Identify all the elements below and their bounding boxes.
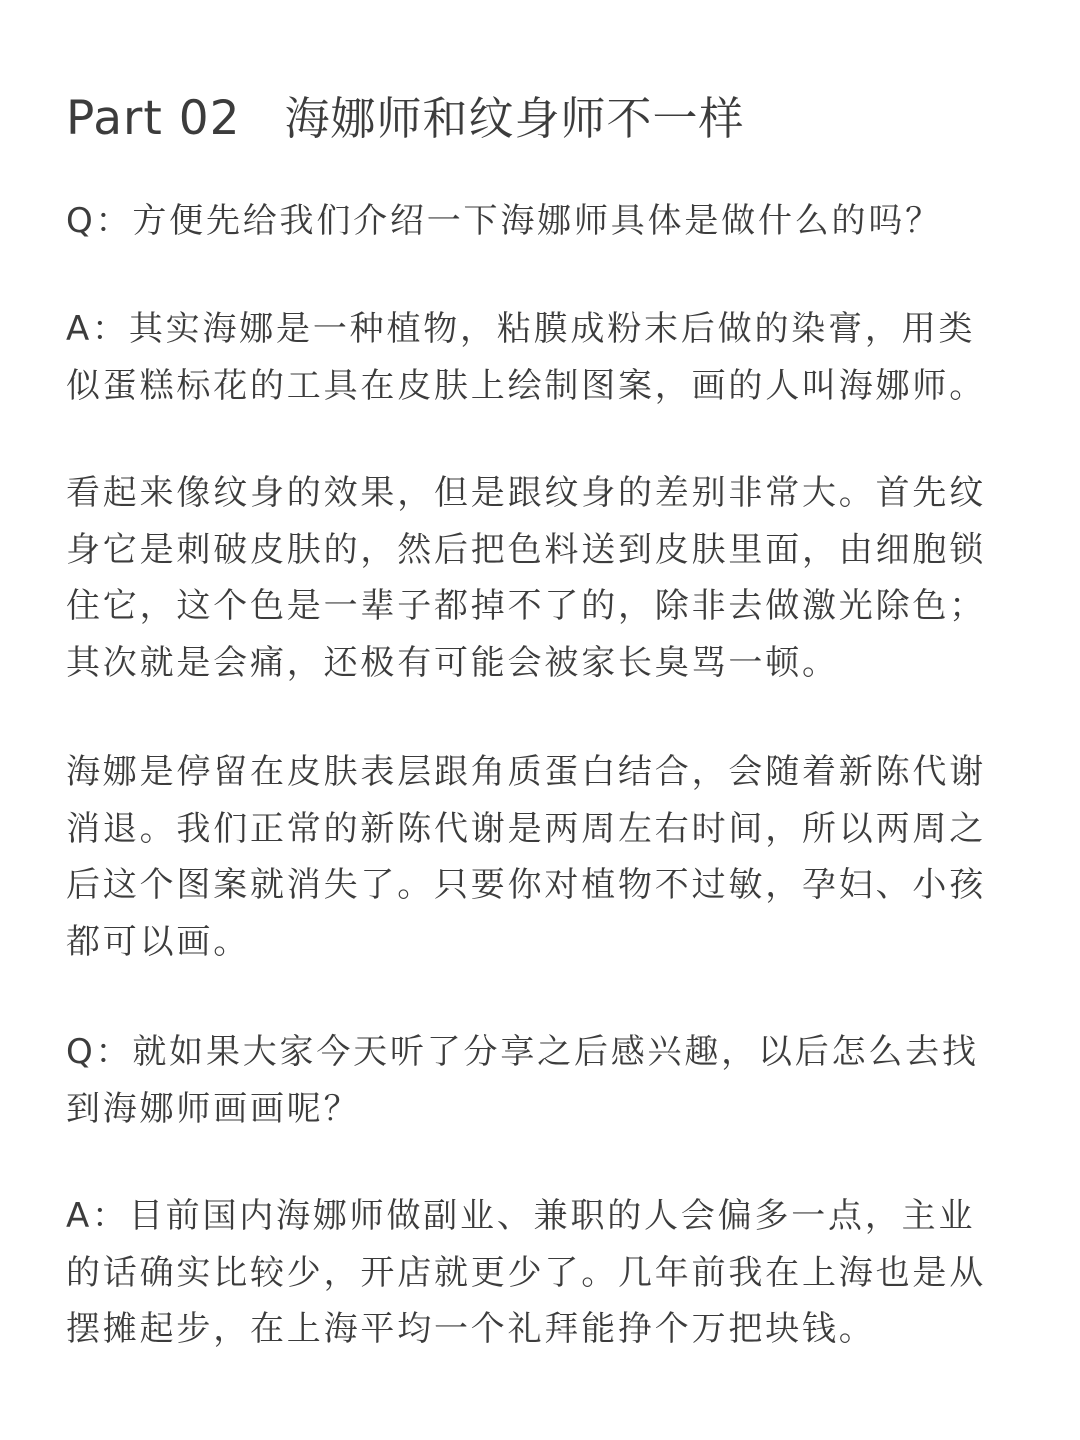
text-line: 身它是刺破皮肤的，然后把色料送到皮肤里面，由细胞锁 [66, 529, 986, 570]
section-number: Part 02 [66, 91, 241, 146]
answer-paragraph [66, 301, 1020, 414]
text-line: 摆摊起步，在上海平均一个礼拜能挣个万把块钱。 [66, 1309, 876, 1349]
text-line: Q：就如果大家今天听了分享之后感兴趣，以后怎么去找 [66, 1032, 979, 1072]
text-line: 到海娜师画画呢？ [66, 1088, 361, 1129]
text-line: A：目前国内海娜师做副业、兼职的人会偏多一点，主业 [66, 1196, 976, 1236]
text-line: 其次就是会痛，还极有可能会被家长臭骂一顿。 [66, 642, 839, 683]
question-paragraph [66, 1024, 1020, 1137]
answer-paragraph [66, 1188, 1020, 1358]
text-line: 消退。我们正常的新陈代谢是两周左右时间，所以两周之 [66, 808, 986, 849]
text-line: Q：方便先给我们介绍一下海娜师具体是做什么的吗？ [66, 201, 942, 241]
text-line: 都可以画。 [66, 921, 250, 962]
text-line: 住它，这个色是一辈子都掉不了的，除非去做激光除色； [66, 586, 986, 626]
section-heading: 海娜师和纹身师不一样 [284, 92, 745, 145]
text-line: 看起来像纹身的效果，但是跟纹身的差别非常大。首先纹 [66, 473, 986, 513]
text-line: 海娜是停留在皮肤表层跟角质蛋白结合，会随着新陈代谢 [66, 752, 986, 792]
body-paragraph [66, 465, 1020, 691]
section-title [66, 82, 745, 147]
question-paragraph [66, 193, 1020, 250]
text-line: 似蛋糕标花的工具在皮肤上绘制图案，画的人叫海娜师。 [66, 365, 986, 406]
text-line: 的话确实比较少，开店就更少了。几年前我在上海也是从 [66, 1252, 986, 1293]
text-line: 后这个图案就消失了。只要你对植物不过敏，孕妇、小孩 [66, 865, 986, 905]
body-paragraph [66, 744, 1020, 970]
text-line: A：其实海娜是一种植物，粘膜成粉末后做的染膏，用类 [66, 309, 976, 349]
